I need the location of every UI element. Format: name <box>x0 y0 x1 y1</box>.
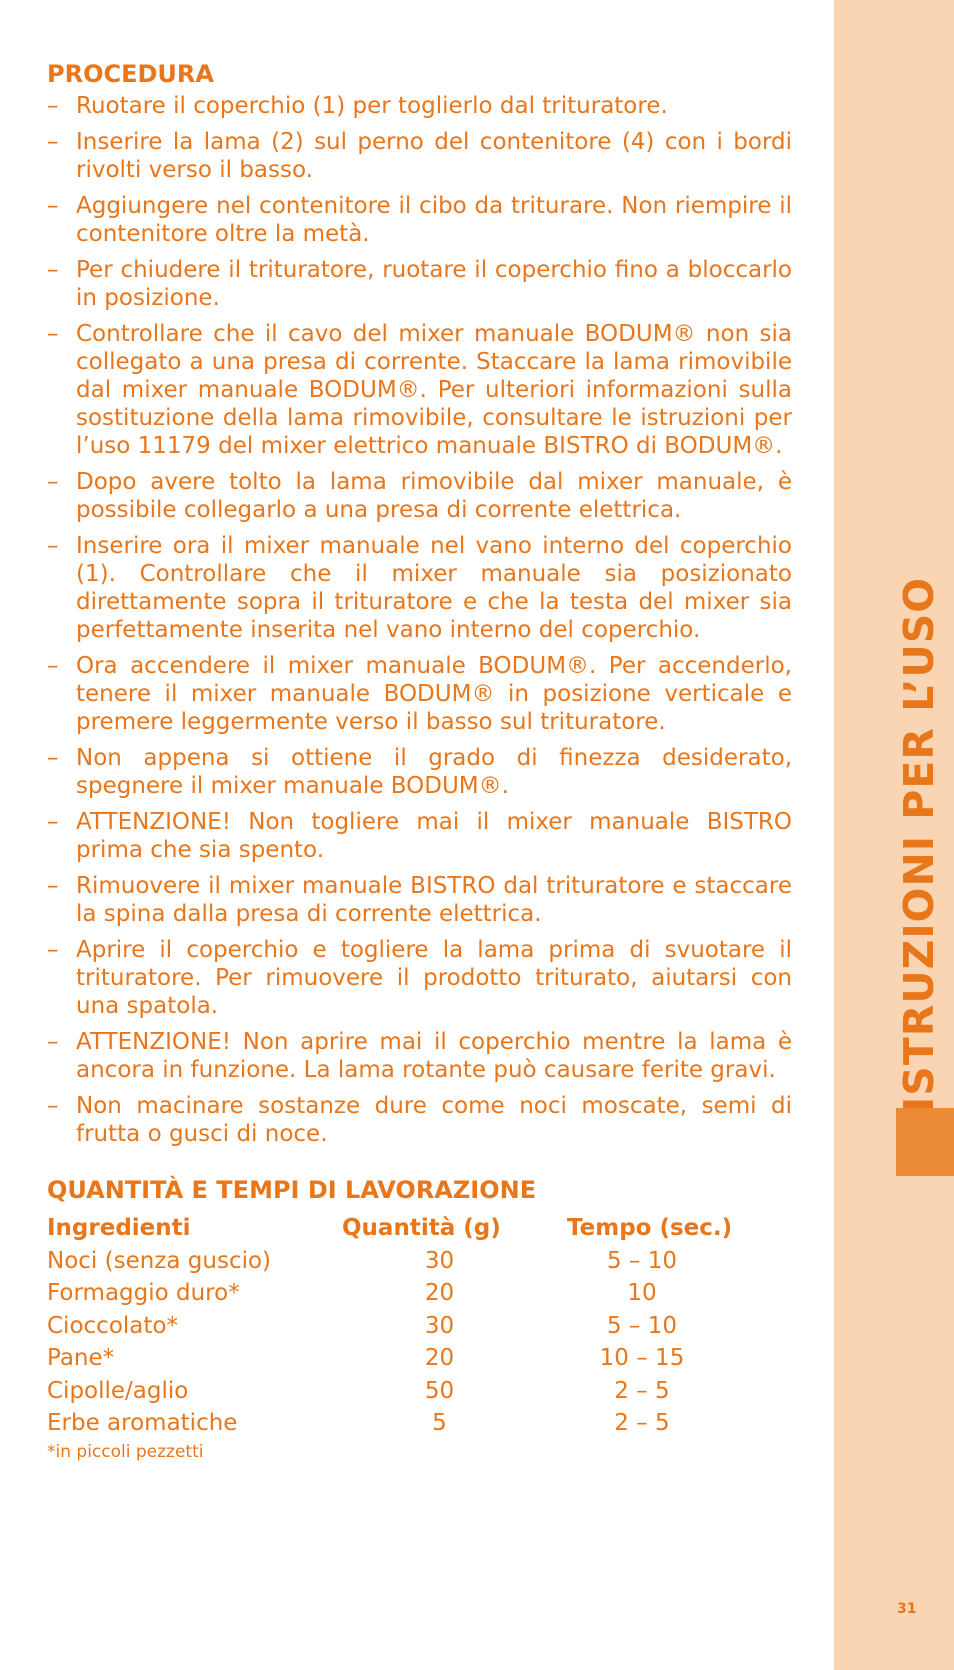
procedure-step <box>47 808 792 864</box>
cell-ingredient: Formaggio duro* <box>47 1280 240 1307</box>
procedure-step <box>47 468 792 524</box>
cell-time: 5 – 10 <box>606 1312 678 1339</box>
cell-quantity: 20 <box>424 1345 455 1372</box>
section-title-vertical: ISTRUZIONI PER L’USO <box>895 576 943 1112</box>
cell-time: 10 – 15 <box>599 1345 685 1372</box>
procedure-step <box>47 652 792 736</box>
dash-bullet: – <box>47 653 59 679</box>
dash-bullet: – <box>47 93 59 119</box>
cell-time: 10 <box>627 1280 657 1307</box>
column-header-quantity: Quantità (g) <box>342 1215 501 1242</box>
step-text: Non appena si ottiene il grado di finezza desiderato, spegnere il mixer manuale BODUM®. <box>76 745 792 799</box>
step-text: Rimuovere il mixer manuale BISTRO dal trituratore e staccare la spina dalla presa di corrente elettrica. <box>76 873 792 927</box>
procedure-step <box>47 532 792 644</box>
procedure-heading: PROCEDURA <box>47 60 214 88</box>
column-header-time: Tempo (sec.) <box>567 1215 733 1242</box>
quantities-table <box>47 1212 747 1440</box>
step-text: Aprire il coperchio e togliere la lama prima di svuotare il trituratore. Per rimuovere il prodotto triturato, aiutarsi con una spatola. <box>76 937 792 1019</box>
table-footnote: *in piccoli pezzetti <box>47 1441 204 1462</box>
page-number: 31 <box>897 1601 917 1617</box>
dash-bullet: – <box>47 873 59 899</box>
step-text: Ruotare il coperchio (1) per toglierlo dal trituratore. <box>76 93 668 119</box>
sidebar-tab <box>896 1108 954 1176</box>
procedure-step <box>47 92 792 120</box>
table-row <box>47 1277 747 1310</box>
procedure-step <box>47 1092 792 1148</box>
table-row <box>47 1310 747 1343</box>
cell-time: 2 – 5 <box>614 1410 670 1437</box>
quantities-heading: QUANTITÀ E TEMPI DI LAVORAZIONE <box>47 1176 537 1204</box>
dash-bullet: – <box>47 809 59 835</box>
procedure-step <box>47 128 792 184</box>
step-text: ATTENZIONE! Non aprire mai il coperchio mentre la lama è ancora in funzione. La lama rotante può causare ferite gravi. <box>76 1029 792 1083</box>
cell-quantity: 30 <box>424 1247 455 1274</box>
procedure-step <box>47 256 792 312</box>
cell-quantity: 5 <box>432 1410 447 1437</box>
procedure-step <box>47 192 792 248</box>
step-text: Inserire ora il mixer manuale nel vano interno del coperchio (1). Controllare che il mixer manuale sia posizionato direttamente sopra il trituratore e che la testa del mixer sia perfettamente inserita nel vano interno del coperchio. <box>76 533 792 643</box>
cell-quantity: 30 <box>424 1312 455 1339</box>
procedure-step <box>47 936 792 1020</box>
step-text: ATTENZIONE! Non togliere mai il mixer manuale BISTRO prima che sia spento. <box>76 809 792 863</box>
cell-ingredient: Cipolle/aglio <box>47 1377 189 1404</box>
procedure-step <box>47 744 792 800</box>
cell-quantity: 20 <box>424 1280 455 1307</box>
cell-quantity: 50 <box>424 1377 455 1404</box>
cell-time: 2 – 5 <box>614 1377 670 1404</box>
dash-bullet: – <box>47 257 59 283</box>
cell-time: 5 – 10 <box>606 1247 678 1274</box>
cell-ingredient: Cioccolato* <box>47 1312 178 1339</box>
dash-bullet: – <box>47 469 59 495</box>
dash-bullet: – <box>47 1029 59 1055</box>
table-row <box>47 1245 747 1278</box>
dash-bullet: – <box>47 1093 59 1119</box>
step-text: Non macinare sostanze dure come noci moscate, semi di frutta o gusci di noce. <box>76 1093 792 1147</box>
procedure-step <box>47 872 792 928</box>
step-text: Ora accendere il mixer manuale BODUM®. Per accenderlo, tenere il mixer manuale BODUM® in posizione verticale e premere leggermente verso il basso sul trituratore. <box>76 653 792 735</box>
table-row <box>47 1342 747 1375</box>
step-text: Inserire la lama (2) sul perno del contenitore (4) con i bordi rivolti verso il basso. <box>76 129 792 183</box>
dash-bullet: – <box>47 533 59 559</box>
dash-bullet: – <box>47 129 59 155</box>
dash-bullet: – <box>47 745 59 771</box>
dash-bullet: – <box>47 193 59 219</box>
table-row <box>47 1375 747 1408</box>
dash-bullet: – <box>47 937 59 963</box>
step-text: Controllare che il cavo del mixer manuale BODUM® non sia collegato a una presa di corrente. Staccare la lama rimovibile dal mixer manuale BODUM®. Per ulteriori informazioni sulla sostituzione della lama rimovibile, consultare le istruzioni per l’uso 11179 del mixer elettrico manuale BISTRO di BODUM®. <box>76 321 792 459</box>
table-header-row <box>47 1212 747 1245</box>
cell-ingredient: Erbe aromatiche <box>47 1410 238 1437</box>
column-header-ingredients: Ingredienti <box>47 1215 191 1242</box>
cell-ingredient: Pane* <box>47 1345 115 1372</box>
procedure-steps <box>47 92 792 1148</box>
procedure-step <box>47 320 792 460</box>
step-text: Aggiungere nel contenitore il cibo da triturare. Non riempire il contenitore oltre la metà. <box>76 193 792 247</box>
step-text: Per chiudere il trituratore, ruotare il coperchio fino a bloccarlo in posizione. <box>76 257 792 311</box>
cell-ingredient: Noci (senza guscio) <box>47 1247 272 1274</box>
page-content <box>47 60 792 1462</box>
step-text: Dopo avere tolto la lama rimovibile dal mixer manuale, è possibile collegarlo a una presa di corrente elettrica. <box>76 469 792 523</box>
procedure-step <box>47 1028 792 1084</box>
table-row <box>47 1407 747 1440</box>
dash-bullet: – <box>47 321 59 347</box>
